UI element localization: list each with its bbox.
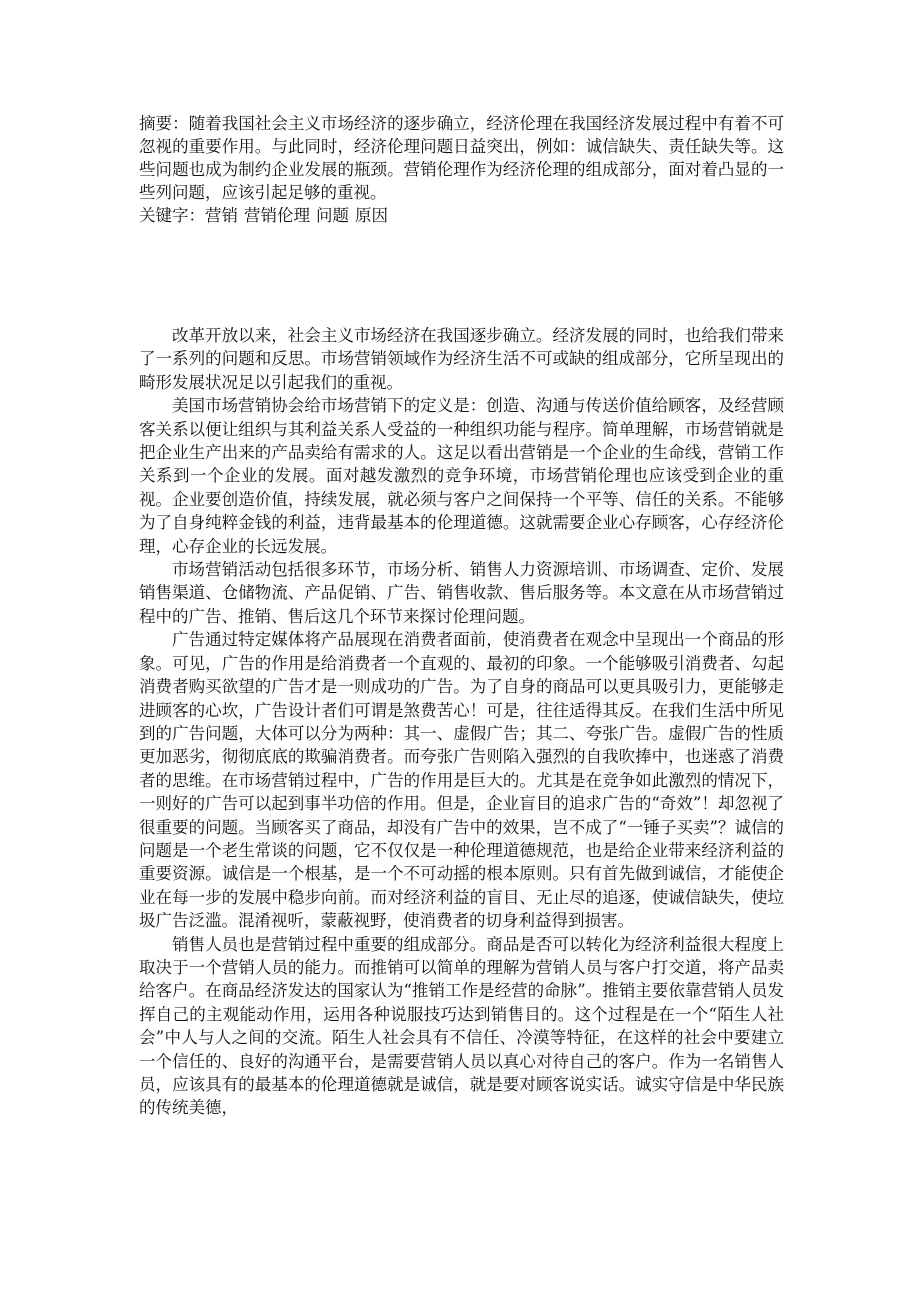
keywords-label: 关键字： — [139, 206, 205, 225]
keyword: 原因 — [355, 206, 388, 225]
body-paragraph: 美国市场营销协会给市场营销下的定义是：创造、沟通与传送价值给顾客，及经营顾客关系以便让组织与其利益关系人受益的一种组织功能与程序。简单理解，市场营销就是把企业生产出来的产品卖给有需求的人。这足以看出营销是一个企业的生命线，营销工作关系到一个企业的发展。面对越发激烈的竞争环境，市场营销伦理也应该受到企业的重视。企业要创造价值，持续发展，就必须与客户之间保持一个平等、信任的关系。不能够为了自身纯粹金钱的利益，违背最基本的伦理道德。这就需要企业心存顾客，心存经济伦理，心存企业的长远发展。 — [139, 396, 784, 556]
document-page — [139, 112, 784, 1120]
body-paragraph: 销售人员也是营销过程中重要的组成部分。商品是否可以转化为经济利益很大程度上取决于一个营销人员的能力。而推销可以简单的理解为营销人员与客户打交道，将产品卖给客户。在商品经济发达的国家认为“推销工作是经营的命脉”。推销主要依靠营销人员发挥自己的主观能动作用，运用各种说服技巧达到销售目的。这个过程是在一个“陌生人社会”中人与人之间的交流。陌生人社会具有不信任、冷漠等特征，在这样的社会中要建立一个信任的、良好的沟通平台，是需要营销人员以真心对待自己的客户。作为一名销售人员，应该具有的最基本的伦理道德就是诚信，就是要对顾客说实话。诚实守信是中华民族的传统美德， — [139, 934, 784, 1118]
keyword: 问题 — [316, 206, 349, 225]
body-paragraph: 市场营销活动包括很多环节，市场分析、销售人力资源培训、市场调查、定价、发展销售渠道、仓储物流、产品促销、广告、销售收款、售后服务等。本文意在从市场营销过程中的广告、推销、售后这几个环节来探讨伦理问题。 — [139, 560, 784, 626]
abstract: 摘要：随着我国社会主义市场经济的逐步确立，经济伦理在我国经济发展过程中有着不可忽视的重要作用。与此同时，经济伦理问题日益突出，例如：诚信缺失、责任缺失等。这些问题也成为制约企业发展的瓶颈。营销伦理作为经济伦理的组成部分，面对着凸显的一些列问题，应该引起足够的重视。 — [139, 114, 784, 202]
keywords-line — [139, 204, 784, 227]
body-paragraph: 改革开放以来，社会主义市场经济在我国逐步确立。经济发展的同时，也给我们带来了一系列的问题和反思。市场营销领域作为经济生活不可或缺的组成部分，它所呈现出的畸形发展状况足以引起我们的重视。 — [139, 326, 784, 392]
keyword: 营销 — [205, 206, 238, 225]
section-gap — [139, 227, 784, 324]
keyword: 营销伦理 — [244, 206, 310, 225]
body-paragraph: 广告通过特定媒体将产品展现在消费者面前，使消费者在观念中呈现出一个商品的形象。可见，广告的作用是给消费者一个直观的、最初的印象。一个能够吸引消费者、勾起消费者购买欲望的广告才是一则成功的广告。为了自身的商品可以更具吸引力，更能够走进顾客的心坎，广告设计者们可谓是煞费苦心！可是，往往适得其反。在我们生活中所见到的广告问题，大体可以分为两种：其一、虚假广告；其二、夸张广告。虚假广告的性质更加恶劣，彻彻底底的欺骗消费者。而夸张广告则陷入强烈的自我吹捧中，也迷惑了消费者的思维。在市场营销过程中，广告的作用是巨大的。尤其是在竞争如此激烈的情况下，一则好的广告可以起到事半功倍的作用。但是，企业盲目的追求广告的“奇效”！却忽视了很重要的问题。当顾客买了商品，却没有广告中的效果，岂不成了“一锤子买卖”？诚信的问题是一个老生常谈的问题，它不仅仅是一种伦理道德规范，也是给企业带来经济利益的重要资源。诚信是一个根基，是一个不可动摇的根本原则。只有首先做到诚信，才能使企业在每一步的发展中稳步向前。而对经济利益的盲目、无止尽的追逐，使诚信缺失，使垃圾广告泛滥。混淆视听，蒙蔽视野，使消费者的切身利益得到损害。 — [139, 630, 784, 931]
